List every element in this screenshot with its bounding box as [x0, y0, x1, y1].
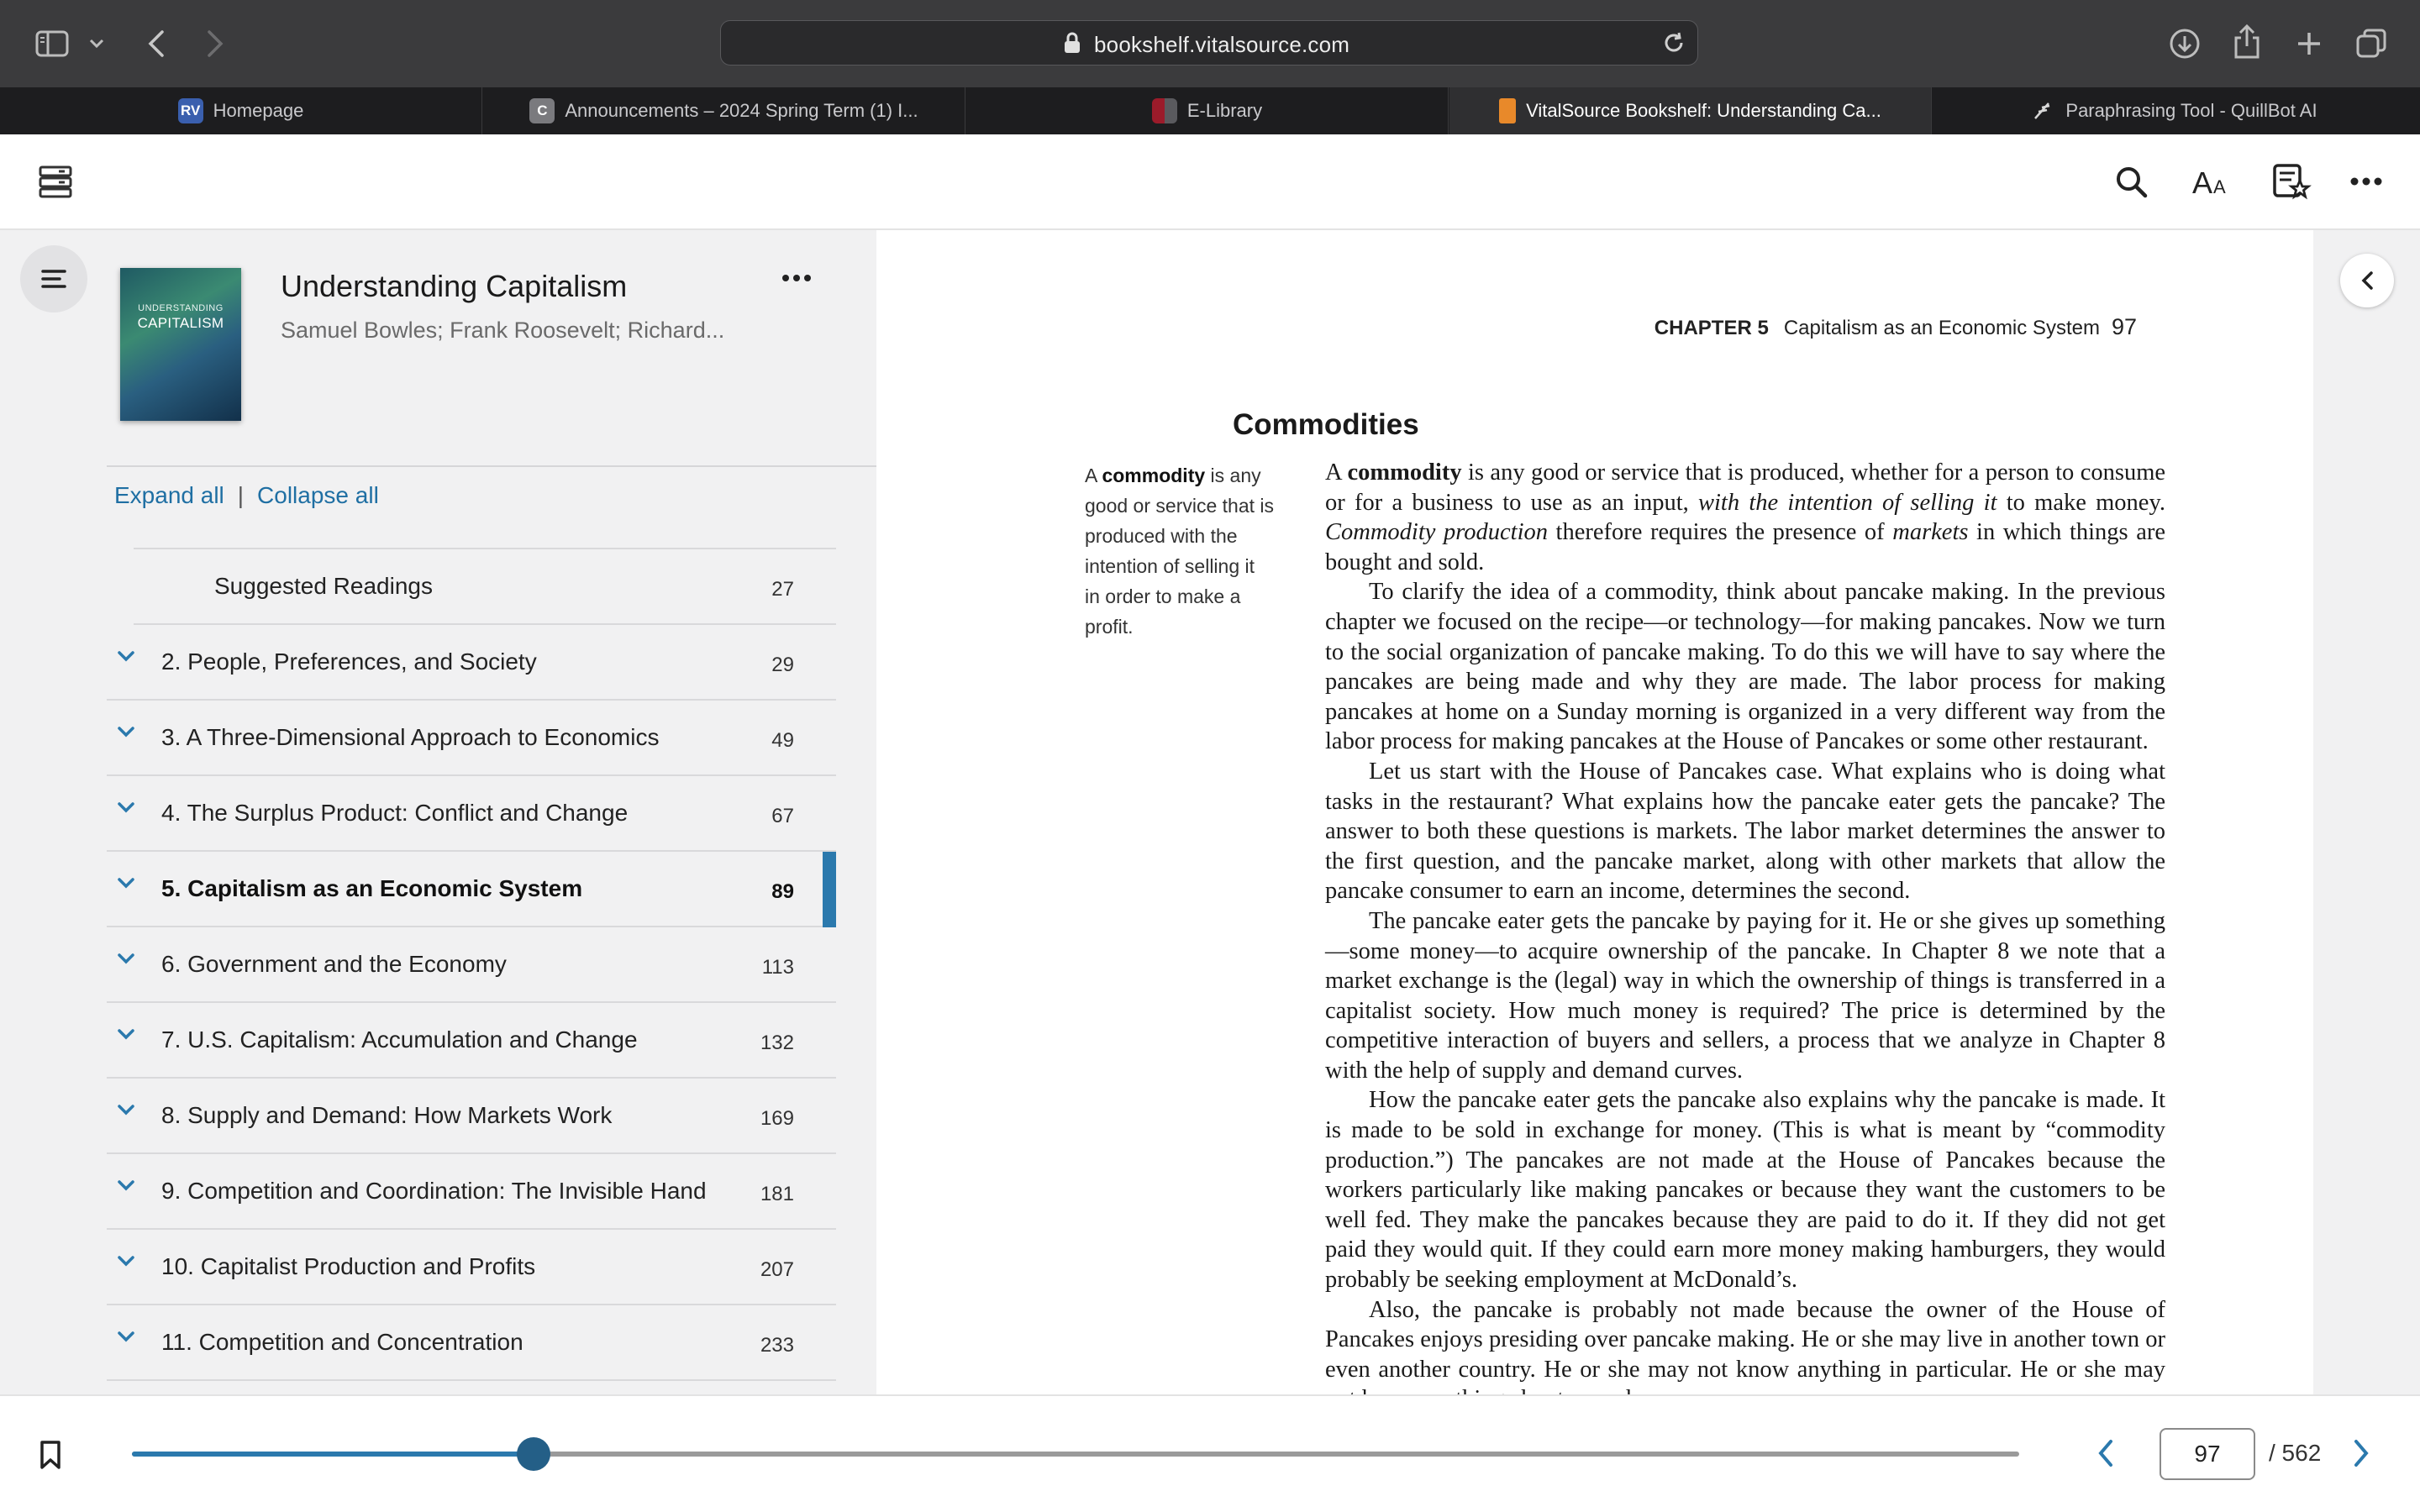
- downloads-icon[interactable]: [2166, 25, 2203, 62]
- chevron-down-icon[interactable]: [117, 1028, 135, 1040]
- browser-toolbar: [0, 0, 2420, 87]
- expand-collapse-controls: [114, 482, 379, 509]
- quillbot-feather-icon: [2030, 98, 2055, 123]
- tab-label: Paraphrasing Tool - QuillBot AI: [2065, 100, 2317, 121]
- toc-item-page: 169: [760, 1107, 794, 1130]
- chevron-down-icon[interactable]: [117, 1255, 135, 1267]
- reader-footer: [0, 1394, 2420, 1512]
- bookshelf-icon[interactable]: [34, 160, 77, 203]
- share-icon[interactable]: [2228, 22, 2265, 62]
- current-chapter-indicator: [823, 852, 836, 927]
- sidebar-toggle-icon[interactable]: [34, 27, 71, 60]
- forward-icon[interactable]: [198, 25, 232, 62]
- page-number: 97: [2111, 314, 2137, 339]
- back-icon[interactable]: [139, 25, 173, 62]
- toc-item-label: 6. Government and the Economy: [161, 951, 507, 977]
- chevron-left-icon: [2360, 270, 2374, 291]
- toc-item-label: 10. Capitalist Production and Profits: [161, 1253, 536, 1279]
- toc-item-label: 3. A Three-Dimensional Approach to Economics: [161, 724, 660, 750]
- chevron-down-icon[interactable]: [117, 726, 135, 738]
- search-icon[interactable]: [2109, 160, 2153, 203]
- book-more-options-icon[interactable]: [781, 274, 812, 282]
- toc-list: [107, 549, 836, 1381]
- text-size-icon[interactable]: [2190, 160, 2233, 203]
- toc-item[interactable]: [107, 1305, 836, 1381]
- toc-item-label: 5. Capitalism as an Economic System: [161, 875, 583, 901]
- chapter-title: Capitalism as an Economic System: [1783, 317, 2100, 339]
- paragraph: To clarify the idea of a commodity, think about pancake making. In the previous chapter we focused on the recipe—or technology—for making pancakes. Now we turn to the social organization of pancake making. To do this we will have to say where the pancakes are being made and why they are made. The labor process for making pancakes at home on a Sunday morning is organized in a very different way from the labor process for making pancakes at the House of Pancakes or some other restaurant.: [1325, 579, 2165, 755]
- toc-item-label: Suggested Readings: [214, 573, 433, 599]
- next-page-icon[interactable]: [2351, 1438, 2371, 1468]
- tab-bar: [0, 87, 2420, 134]
- book-title: Understanding Capitalism: [281, 269, 628, 303]
- paragraph: How the pancake eater gets the pancake also explains why the pancake is made. It is made to be sold in exchange for money. (This is what is meant by “commodity production.”) The pancakes are not made at the House of Pancakes because the workers particularly like making pancakes or because they want the customers to be well fed. They make the pancakes because they are paid to do it. If they did not get paid they would quit. If they could earn more money making hamburgers, they would probably be seeking employment at McDonald’s.: [1325, 1087, 2165, 1294]
- tab-label: Homepage: [213, 100, 304, 121]
- toc-item-page: 89: [771, 880, 794, 903]
- tab-announcements[interactable]: [483, 87, 965, 134]
- toc-item[interactable]: [107, 625, 836, 701]
- running-head: [1655, 314, 2137, 340]
- toc-item-label: 7. U.S. Capitalism: Accumulation and Change: [161, 1026, 638, 1053]
- bookmark-icon[interactable]: [39, 1440, 62, 1470]
- section-heading: Commodities: [1233, 408, 1419, 441]
- tab-vitalsource[interactable]: [1449, 87, 1932, 134]
- reader-area: [876, 230, 2420, 1394]
- paragraph: The pancake eater gets the pancake by paying for it. He or she gives up something—some money—to acquire ownership of the pancake. In Chapter 8 we note that a market exchange is the (legal) way in which the ownership of things is transferred in a capitalist society. How much money is required? The price is determined by the competitive interaction of buyers and sellers, a process that we analyze in Chapter 8 with the help of supply and demand curves.: [1325, 907, 2165, 1084]
- book-page: [876, 230, 2313, 1394]
- page-progress-slider[interactable]: [132, 1452, 2019, 1457]
- paragraph: Let us start with the House of Pancakes case. What explains who is doing what tasks in the restaurant? What explains how the pancake eater gets the pancake? The answer to both these questions is markets. The labor market determines the answer to the first question, and the pancake market, along with other markets that allow the pancake consumer to earn an income, determines the second.: [1325, 758, 2165, 905]
- tab-homepage[interactable]: [0, 87, 482, 134]
- toc-item-page: 233: [760, 1334, 794, 1357]
- notes-highlights-icon[interactable]: [2269, 160, 2312, 203]
- chevron-down-icon[interactable]: [117, 801, 135, 813]
- svg-text:A: A: [2192, 165, 2213, 200]
- toc-item[interactable]: [107, 701, 836, 776]
- toc-item[interactable]: [107, 776, 836, 852]
- toc-item[interactable]: [134, 549, 836, 625]
- paragraph: A commodity is any good or service that is produced, whether for a person to consume or for a business to use as an input, with the intention of selling it to make money. Commodity production therefore requires the presence of markets in which things are bought and sold.: [1325, 459, 2166, 575]
- tab-label: VitalSource Bookshelf: Understanding Ca...: [1526, 100, 1881, 121]
- toc-item-label: 8. Supply and Demand: How Markets Work: [161, 1102, 613, 1128]
- book-authors: Samuel Bowles; Frank Roosevelt; Richard...: [281, 318, 725, 343]
- address-bar[interactable]: [720, 20, 1698, 66]
- cover-text-line1: UNDERSTANDING: [138, 303, 224, 313]
- chevron-down-icon[interactable]: [117, 953, 135, 964]
- slider-fill: [132, 1452, 534, 1457]
- reload-icon[interactable]: [1662, 31, 1686, 55]
- chevron-down-icon[interactable]: [117, 1331, 135, 1342]
- total-pages: / 562: [2269, 1440, 2322, 1466]
- divider: [107, 465, 876, 467]
- lock-icon: [1064, 31, 1081, 55]
- expand-all-link[interactable]: Expand all: [114, 482, 224, 508]
- more-options-icon[interactable]: [2344, 160, 2388, 203]
- book-cover: [120, 268, 241, 421]
- tab-quillbot[interactable]: [1933, 87, 2415, 134]
- toc-item-label: 2. People, Preferences, and Society: [161, 648, 537, 675]
- toc-item[interactable]: [107, 1230, 836, 1305]
- tab-e-library[interactable]: [966, 87, 1449, 134]
- toc-item-current[interactable]: [107, 852, 836, 927]
- toc-item-page: 29: [771, 654, 794, 676]
- chevron-down-icon[interactable]: [117, 650, 135, 662]
- divider: [134, 548, 836, 549]
- collapse-all-link[interactable]: Collapse all: [257, 482, 379, 508]
- tab-groups-chevron-icon[interactable]: [84, 32, 109, 55]
- chevron-down-icon[interactable]: [117, 1104, 135, 1116]
- canvas-c-icon: C: [529, 98, 555, 123]
- library-book-icon: [1152, 98, 1177, 123]
- url-text: bookshelf.vitalsource.com: [1094, 32, 1350, 57]
- table-of-contents-panel: [0, 230, 876, 1394]
- toc-item-page: 132: [760, 1032, 794, 1054]
- page-number-input[interactable]: [2160, 1428, 2255, 1480]
- slider-handle[interactable]: [517, 1437, 550, 1471]
- toc-item[interactable]: [107, 1154, 836, 1230]
- collapse-panel-button[interactable]: [2340, 254, 2394, 307]
- vitalsource-bookmark-icon: [1499, 98, 1516, 123]
- tab-overview-icon[interactable]: [2353, 25, 2390, 62]
- previous-page-icon[interactable]: [2096, 1438, 2116, 1468]
- toc-item-label: 11. Competition and Concentration: [161, 1329, 523, 1355]
- toc-item-page: 49: [771, 729, 794, 752]
- toc-item-label: 4. The Surplus Product: Conflict and Change: [161, 800, 629, 826]
- paragraph: Also, the pancake is probably not made because the owner of the House of Pancakes enjoys presiding over pancake making. He or she may live in another town or even another country. He or she may not know anything in particular. He or she may: [1325, 1296, 2165, 1383]
- tab-label: E-Library: [1186, 100, 1263, 121]
- toc-item-page: 67: [771, 805, 794, 827]
- toc-item-label: 9. Competition and Coordination: The Invisible Hand: [161, 1178, 707, 1204]
- toc-item[interactable]: [107, 1003, 836, 1079]
- homepage-logo-icon: RV: [178, 98, 203, 123]
- tab-label: Announcements – 2024 Spring Term (1) I...: [565, 100, 918, 121]
- toc-toggle-button[interactable]: [20, 245, 87, 312]
- menu-lines-icon: [41, 268, 66, 290]
- svg-text:A: A: [2213, 176, 2226, 197]
- cover-text-line2: CAPITALISM: [137, 315, 224, 331]
- toc-item[interactable]: [107, 927, 836, 1003]
- toc-item-page: 181: [760, 1183, 794, 1205]
- toc-item-page: 27: [771, 578, 794, 601]
- body-text: [1325, 458, 2165, 1415]
- reader-header: [0, 134, 2420, 230]
- toc-item[interactable]: [107, 1079, 836, 1154]
- chevron-down-icon[interactable]: [117, 1179, 135, 1191]
- new-tab-icon[interactable]: [2291, 25, 2328, 62]
- chevron-down-icon[interactable]: [117, 877, 135, 889]
- chapter-label: CHAPTER 5: [1654, 317, 1769, 339]
- toc-item-page: 113: [761, 956, 794, 979]
- margin-definition: A commodity is any good or service that is produced with the intention of selling it in order to make a profit.: [1085, 465, 1275, 638]
- toc-item-page: 207: [760, 1258, 794, 1281]
- separator: |: [237, 482, 245, 508]
